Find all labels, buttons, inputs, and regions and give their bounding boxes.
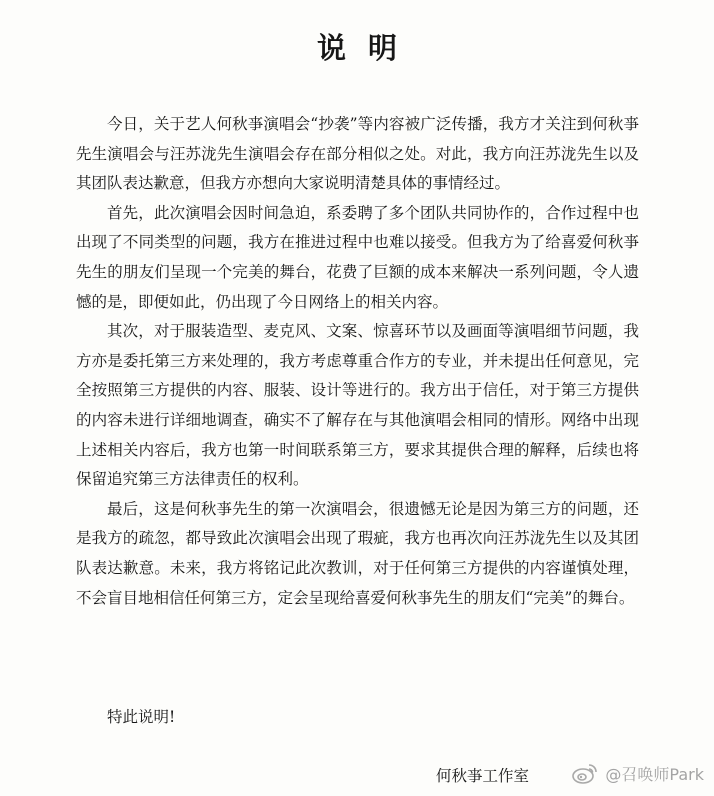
document-body: [76, 110, 639, 613]
watermark-text: @召唤师Park: [605, 764, 704, 784]
document-title: 说明: [316, 31, 419, 65]
weibo-icon: [571, 761, 599, 785]
paragraph-intro: 今日，关于艺人何秋亊演唱会“抄袭”等内容被广泛传播，我方才关注到何秋亊先生演唱会与汪苏泷先生演唱会存在部分相似之处。对此，我方向汪苏泷先生以及其团队表达歉意，但我方亦想向大家说明清楚具体的事情经过。: [76, 115, 639, 193]
closing-line: 特此说明!: [107, 708, 176, 726]
paragraph-first: 首先，此次演唱会因时间急迫，系委聘了多个团队共同协作的，合作过程中也出现了不同类型的问题，我方在推进过程中也难以接受。但我方为了给喜爱何秋亊先生的朋友们呈现一个完美的舞台，花费了巨额的成本来解决一系列问题，令人遗憾的是，即便如此，仍出现了今日网络上的相关内容。: [76, 203, 639, 311]
signature: 何秋亊工作室: [436, 767, 530, 785]
paragraph-second: 其次，对于服装造型、麦克风、文案、惊喜环节以及画面等演唱细节问题，我方亦是委托第三方来处理的，我方考虑尊重合作方的专业，并未提出任何意见，完全按照第三方提供的内容、服装、设计等进行的。我方出于信任，对于第三方提供的内容未进行详细地调查，确实不了解存在与其他演唱会相同的情形。网络中出现上述相关内容后，我方也第一时间联系第三方，要求其提供合理的解释，后续也将保留追究第三方法律责任的权利。: [76, 322, 639, 489]
watermark: [571, 760, 704, 786]
paragraph-last: 最后，这是何秋亊先生的第一次演唱会，很遗憾无论是因为第三方的问题，还是我方的疏忽，都导致此次演唱会出现了瑕疵，我方也再次向汪苏泷先生以及其团队表达歉意。未来，我方将铭记此次教训，对于任何第三方提供的内容谨慎处理，不会盲目地相信任何第三方，定会呈现给喜爱何秋亊先生的朋友们“完美”的舞台。: [76, 499, 639, 607]
